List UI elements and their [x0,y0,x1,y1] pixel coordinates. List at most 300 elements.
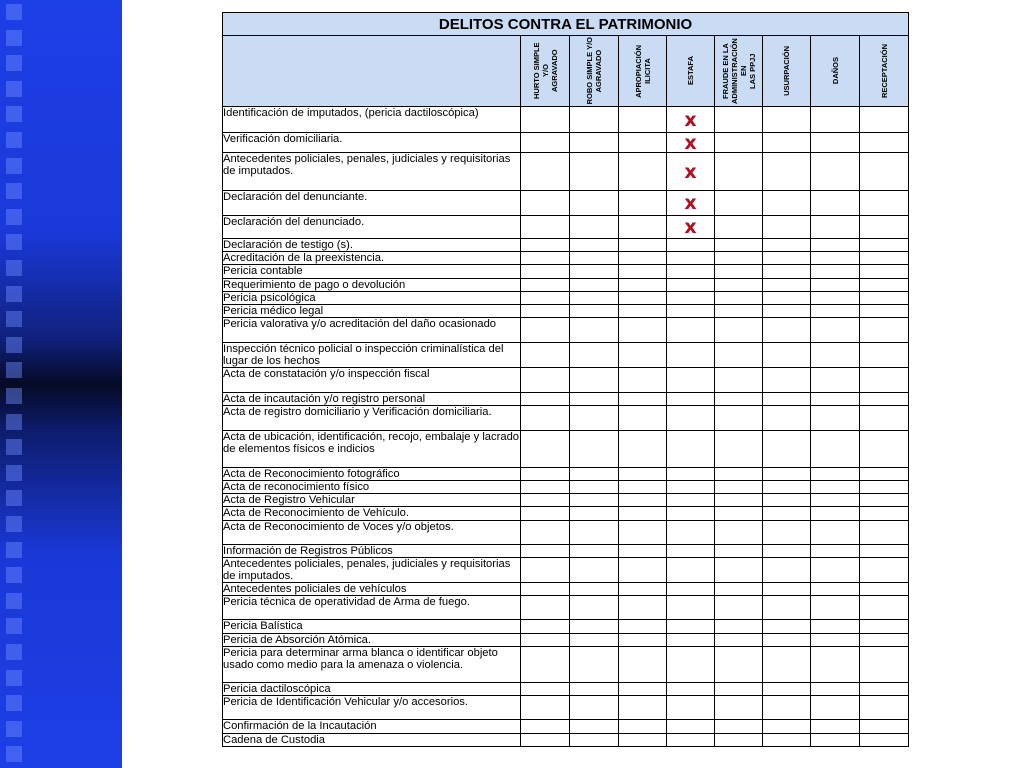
empty-cell [570,191,619,216]
empty-cell [667,557,715,582]
empty-cell [811,278,860,291]
empty-cell [715,431,763,468]
row-label: Acta de reconocimiento físico [223,480,521,493]
empty-cell [667,583,715,596]
empty-cell [811,216,860,239]
empty-cell [521,191,570,216]
empty-cell [619,291,667,304]
row-label: Pericia psicológica [223,291,521,304]
empty-cell [570,557,619,582]
empty-cell [619,343,667,368]
empty-cell [811,494,860,507]
empty-cell [619,318,667,343]
empty-cell [860,291,909,304]
table-row [223,557,909,582]
empty-cell [521,507,570,520]
decorative-square [6,542,22,558]
empty-cell [715,596,763,620]
empty-cell [521,733,570,746]
empty-cell [667,596,715,620]
table-row [223,406,909,431]
empty-cell [619,191,667,216]
table-row [223,291,909,304]
empty-cell [521,696,570,720]
column-header [860,36,909,107]
empty-cell [667,265,715,278]
row-label: Acta de Reconocimiento de Voces y/o objetos. [223,520,521,544]
empty-cell [763,265,811,278]
empty-cell [619,431,667,468]
empty-cell [763,318,811,343]
empty-cell [619,239,667,252]
column-header-label-wrap [521,36,569,106]
empty-cell [570,480,619,493]
empty-cell [619,646,667,683]
column-header-label: HURTO SIMPLE Y/O AGRAVADO [531,42,559,100]
empty-cell [715,583,763,596]
empty-cell [860,683,909,696]
empty-cell [715,557,763,582]
row-label: Verificación domiciliaria. [223,133,521,153]
table-title: DELITOS CONTRA EL PATRIMONIO [223,13,909,36]
empty-cell [521,494,570,507]
empty-cell [860,305,909,318]
empty-cell [860,467,909,480]
empty-cell [860,596,909,620]
table-row [223,467,909,480]
empty-cell [570,343,619,368]
table-row [223,191,909,216]
table-row [223,494,909,507]
row-label: Pericia de Identificación Vehicular y/o accesorios. [223,696,521,720]
empty-cell [570,544,619,557]
table-row [223,507,909,520]
empty-cell [811,305,860,318]
column-header [521,36,570,107]
row-label: Información de Registros Públicos [223,544,521,557]
empty-cell [763,646,811,683]
empty-cell [811,406,860,431]
empty-cell [521,583,570,596]
empty-cell [860,494,909,507]
empty-cell [860,620,909,633]
empty-cell [521,557,570,582]
empty-cell [811,633,860,646]
table-row [223,265,909,278]
empty-cell [763,696,811,720]
row-label: Confirmación de la Incautación [223,720,521,733]
empty-cell [811,252,860,265]
empty-cell [521,620,570,633]
empty-cell [667,480,715,493]
empty-cell [667,494,715,507]
empty-cell [570,431,619,468]
row-label: Inspección técnico policial o inspección criminalística del lugar de los hechos [223,343,521,368]
empty-cell [860,239,909,252]
empty-cell [667,239,715,252]
empty-cell [715,733,763,746]
empty-cell [570,683,619,696]
empty-cell [521,544,570,557]
empty-cell [811,239,860,252]
row-label: Pericia técnica de operatividad de Arma de fuego. [223,596,521,620]
empty-cell [667,252,715,265]
empty-cell [521,343,570,368]
empty-cell [667,696,715,720]
empty-cell [763,153,811,191]
table-row [223,318,909,343]
empty-cell [521,596,570,620]
empty-cell [619,216,667,239]
empty-cell [860,265,909,278]
empty-cell [811,557,860,582]
empty-cell [763,544,811,557]
empty-cell [763,291,811,304]
empty-cell [715,520,763,544]
decorative-square [6,81,22,97]
empty-cell [811,596,860,620]
empty-cell [521,239,570,252]
empty-cell [667,544,715,557]
empty-cell [715,544,763,557]
column-header [619,36,667,107]
empty-cell [811,368,860,393]
row-label: Pericia para determinar arma blanca o identificar objeto usado como medio para la amenaza o violencia. [223,646,521,683]
row-label: Acreditación de la preexistencia. [223,252,521,265]
empty-cell [811,107,860,133]
empty-cell [763,343,811,368]
decorative-square [6,439,22,455]
empty-cell [763,216,811,239]
empty-cell [860,252,909,265]
empty-cell [570,216,619,239]
row-label: Pericia valorativa y/o acreditación del daño ocasionado [223,318,521,343]
empty-cell [811,265,860,278]
check-mark-cell: x [667,216,715,239]
decorative-square [6,362,22,378]
empty-cell [860,544,909,557]
empty-cell [715,191,763,216]
empty-cell [860,507,909,520]
row-label: Declaración de testigo (s). [223,239,521,252]
empty-cell [860,343,909,368]
empty-cell [619,596,667,620]
empty-cell [860,633,909,646]
column-header-label-wrap [763,36,810,106]
decorative-square [6,4,22,20]
empty-cell [667,507,715,520]
empty-cell [570,620,619,633]
empty-cell [619,720,667,733]
empty-cell [811,467,860,480]
empty-cell [619,133,667,153]
empty-cell [521,278,570,291]
column-header-label: ESTAFA [686,56,695,86]
table-row [223,368,909,393]
empty-cell [667,291,715,304]
row-label: Antecedentes policiales de vehículos [223,583,521,596]
empty-cell [715,216,763,239]
empty-cell [763,107,811,133]
empty-cell [619,107,667,133]
decorative-square [6,183,22,199]
empty-cell [570,494,619,507]
empty-cell [521,520,570,544]
column-header-label-wrap [715,36,762,106]
row-label: Pericia contable [223,265,521,278]
empty-cell [521,683,570,696]
decorative-square [6,55,22,71]
empty-cell [619,544,667,557]
empty-cell [521,265,570,278]
empty-cell [619,683,667,696]
empty-cell [860,133,909,153]
row-label: Acta de constatación y/o inspección fiscal [223,368,521,393]
decorative-square [6,695,22,711]
table-row [223,252,909,265]
empty-cell [763,467,811,480]
empty-cell [521,216,570,239]
row-label: Acta de registro domiciliario y Verificación domiciliaria. [223,406,521,431]
empty-cell [570,507,619,520]
decorative-square [6,388,22,404]
empty-cell [860,480,909,493]
decorative-square [6,746,22,762]
table-row [223,620,909,633]
table-row [223,107,909,133]
empty-cell [763,720,811,733]
empty-cell [667,343,715,368]
decorative-square [6,158,22,174]
empty-cell [811,318,860,343]
row-label: Declaración del denunciante. [223,191,521,216]
empty-cell [570,583,619,596]
table-row [223,544,909,557]
empty-cell [811,720,860,733]
table-row [223,696,909,720]
empty-cell [667,406,715,431]
empty-cell [860,406,909,431]
column-header [667,36,715,107]
empty-cell [715,278,763,291]
empty-cell [811,507,860,520]
empty-cell [811,583,860,596]
empty-cell [667,683,715,696]
check-mark-cell: x [667,153,715,191]
column-header [763,36,811,107]
empty-cell [619,620,667,633]
empty-cell [667,733,715,746]
column-header-label-wrap [570,36,618,106]
empty-cell [619,494,667,507]
empty-cell [763,557,811,582]
empty-cell [570,696,619,720]
empty-cell [860,720,909,733]
empty-cell [715,153,763,191]
empty-cell [521,406,570,431]
empty-cell [811,133,860,153]
empty-cell [570,265,619,278]
empty-cell [667,393,715,406]
empty-cell [715,252,763,265]
empty-cell [570,733,619,746]
empty-cell [763,683,811,696]
empty-cell [570,406,619,431]
decorative-square [6,286,22,302]
empty-cell [570,252,619,265]
empty-cell [811,153,860,191]
row-label: Acta de incautación y/o registro personal [223,393,521,406]
empty-cell [715,318,763,343]
table-container [222,12,908,747]
decorative-square [6,490,22,506]
empty-cell [715,494,763,507]
decorative-square [6,593,22,609]
empty-cell [570,467,619,480]
empty-cell [521,633,570,646]
decorative-square [6,132,22,148]
empty-cell [619,733,667,746]
empty-cell [763,239,811,252]
empty-cell [570,153,619,191]
check-mark-cell: x [667,133,715,153]
empty-cell [715,393,763,406]
empty-cell [619,265,667,278]
empty-cell [715,265,763,278]
decorative-square [6,311,22,327]
column-header-label-wrap [667,36,714,106]
empty-cell [811,646,860,683]
empty-cell [860,696,909,720]
row-label: Acta de Reconocimiento de Vehículo. [223,507,521,520]
empty-cell [811,480,860,493]
empty-cell [860,278,909,291]
empty-cell [521,467,570,480]
empty-cell [860,646,909,683]
empty-cell [715,305,763,318]
empty-cell [619,507,667,520]
empty-cell [715,480,763,493]
decorative-square [6,106,22,122]
check-mark-cell: x [667,191,715,216]
decorative-square [6,567,22,583]
decorative-square [6,721,22,737]
empty-cell [763,133,811,153]
empty-cell [521,368,570,393]
empty-cell [619,480,667,493]
empty-cell [521,305,570,318]
empty-cell [763,480,811,493]
empty-cell [619,557,667,582]
empty-cell [715,720,763,733]
column-header [570,36,619,107]
empty-cell [570,520,619,544]
empty-cell [619,278,667,291]
table-row [223,393,909,406]
row-label: Pericia médico legal [223,305,521,318]
column-header-label-wrap [811,36,859,106]
empty-cell [811,393,860,406]
empty-cell [667,620,715,633]
empty-cell [763,620,811,633]
empty-cell [860,557,909,582]
decorative-square [6,337,22,353]
row-label: Requerimiento de pago o devolución [223,278,521,291]
empty-cell [763,406,811,431]
empty-cell [715,683,763,696]
table-row [223,733,909,746]
empty-cell [521,431,570,468]
table-row [223,239,909,252]
empty-cell [860,153,909,191]
empty-cell [715,620,763,633]
empty-cell [667,646,715,683]
empty-cell [763,393,811,406]
decorative-square [6,670,22,686]
decorative-square [6,618,22,634]
empty-cell [811,291,860,304]
empty-cell [667,318,715,343]
empty-cell [860,393,909,406]
column-header-label: DAÑOS [830,57,840,85]
empty-cell [763,583,811,596]
empty-cell [619,252,667,265]
column-header-label: FRAUDE EN LA ADMINISTRACIÓN EN LAS PPJJ [720,38,757,104]
empty-cell [811,683,860,696]
table-row [223,278,909,291]
table-row [223,216,909,239]
empty-cell [763,305,811,318]
patrimonio-table [222,12,909,747]
column-header-label: RECEPTACIÓN [879,43,889,99]
empty-cell [763,494,811,507]
empty-cell [570,318,619,343]
empty-cell [763,252,811,265]
empty-cell [521,107,570,133]
empty-cell [667,520,715,544]
empty-cell [715,133,763,153]
empty-cell [715,467,763,480]
row-label: Antecedentes policiales, penales, judiciales y requisitorias de imputados. [223,557,521,582]
row-label: Pericia dactiloscópica [223,683,521,696]
table-row [223,305,909,318]
empty-cell [667,305,715,318]
row-label: Pericia de Absorción Atómica. [223,633,521,646]
empty-cell [715,343,763,368]
empty-cell [811,696,860,720]
decorative-square [6,644,22,660]
empty-cell [763,368,811,393]
empty-cell [570,596,619,620]
empty-cell [860,520,909,544]
table-row [223,343,909,368]
column-header-label: USURPACIÓN [782,46,791,96]
empty-cell [763,507,811,520]
empty-cell [667,368,715,393]
empty-cell [763,278,811,291]
empty-cell [521,252,570,265]
empty-cell [667,278,715,291]
empty-cell [811,343,860,368]
empty-cell [763,733,811,746]
empty-cell [811,733,860,746]
column-header-label: ROBO SIMPLE Y/O AGRAVADO [585,37,603,105]
empty-cell [667,633,715,646]
table-row [223,520,909,544]
empty-cell [763,596,811,620]
row-label: Acta de ubicación, identificación, recojo, embalaje y lacrado de elementos físicos e indicios [223,431,521,468]
decorative-side-bar [0,0,122,768]
